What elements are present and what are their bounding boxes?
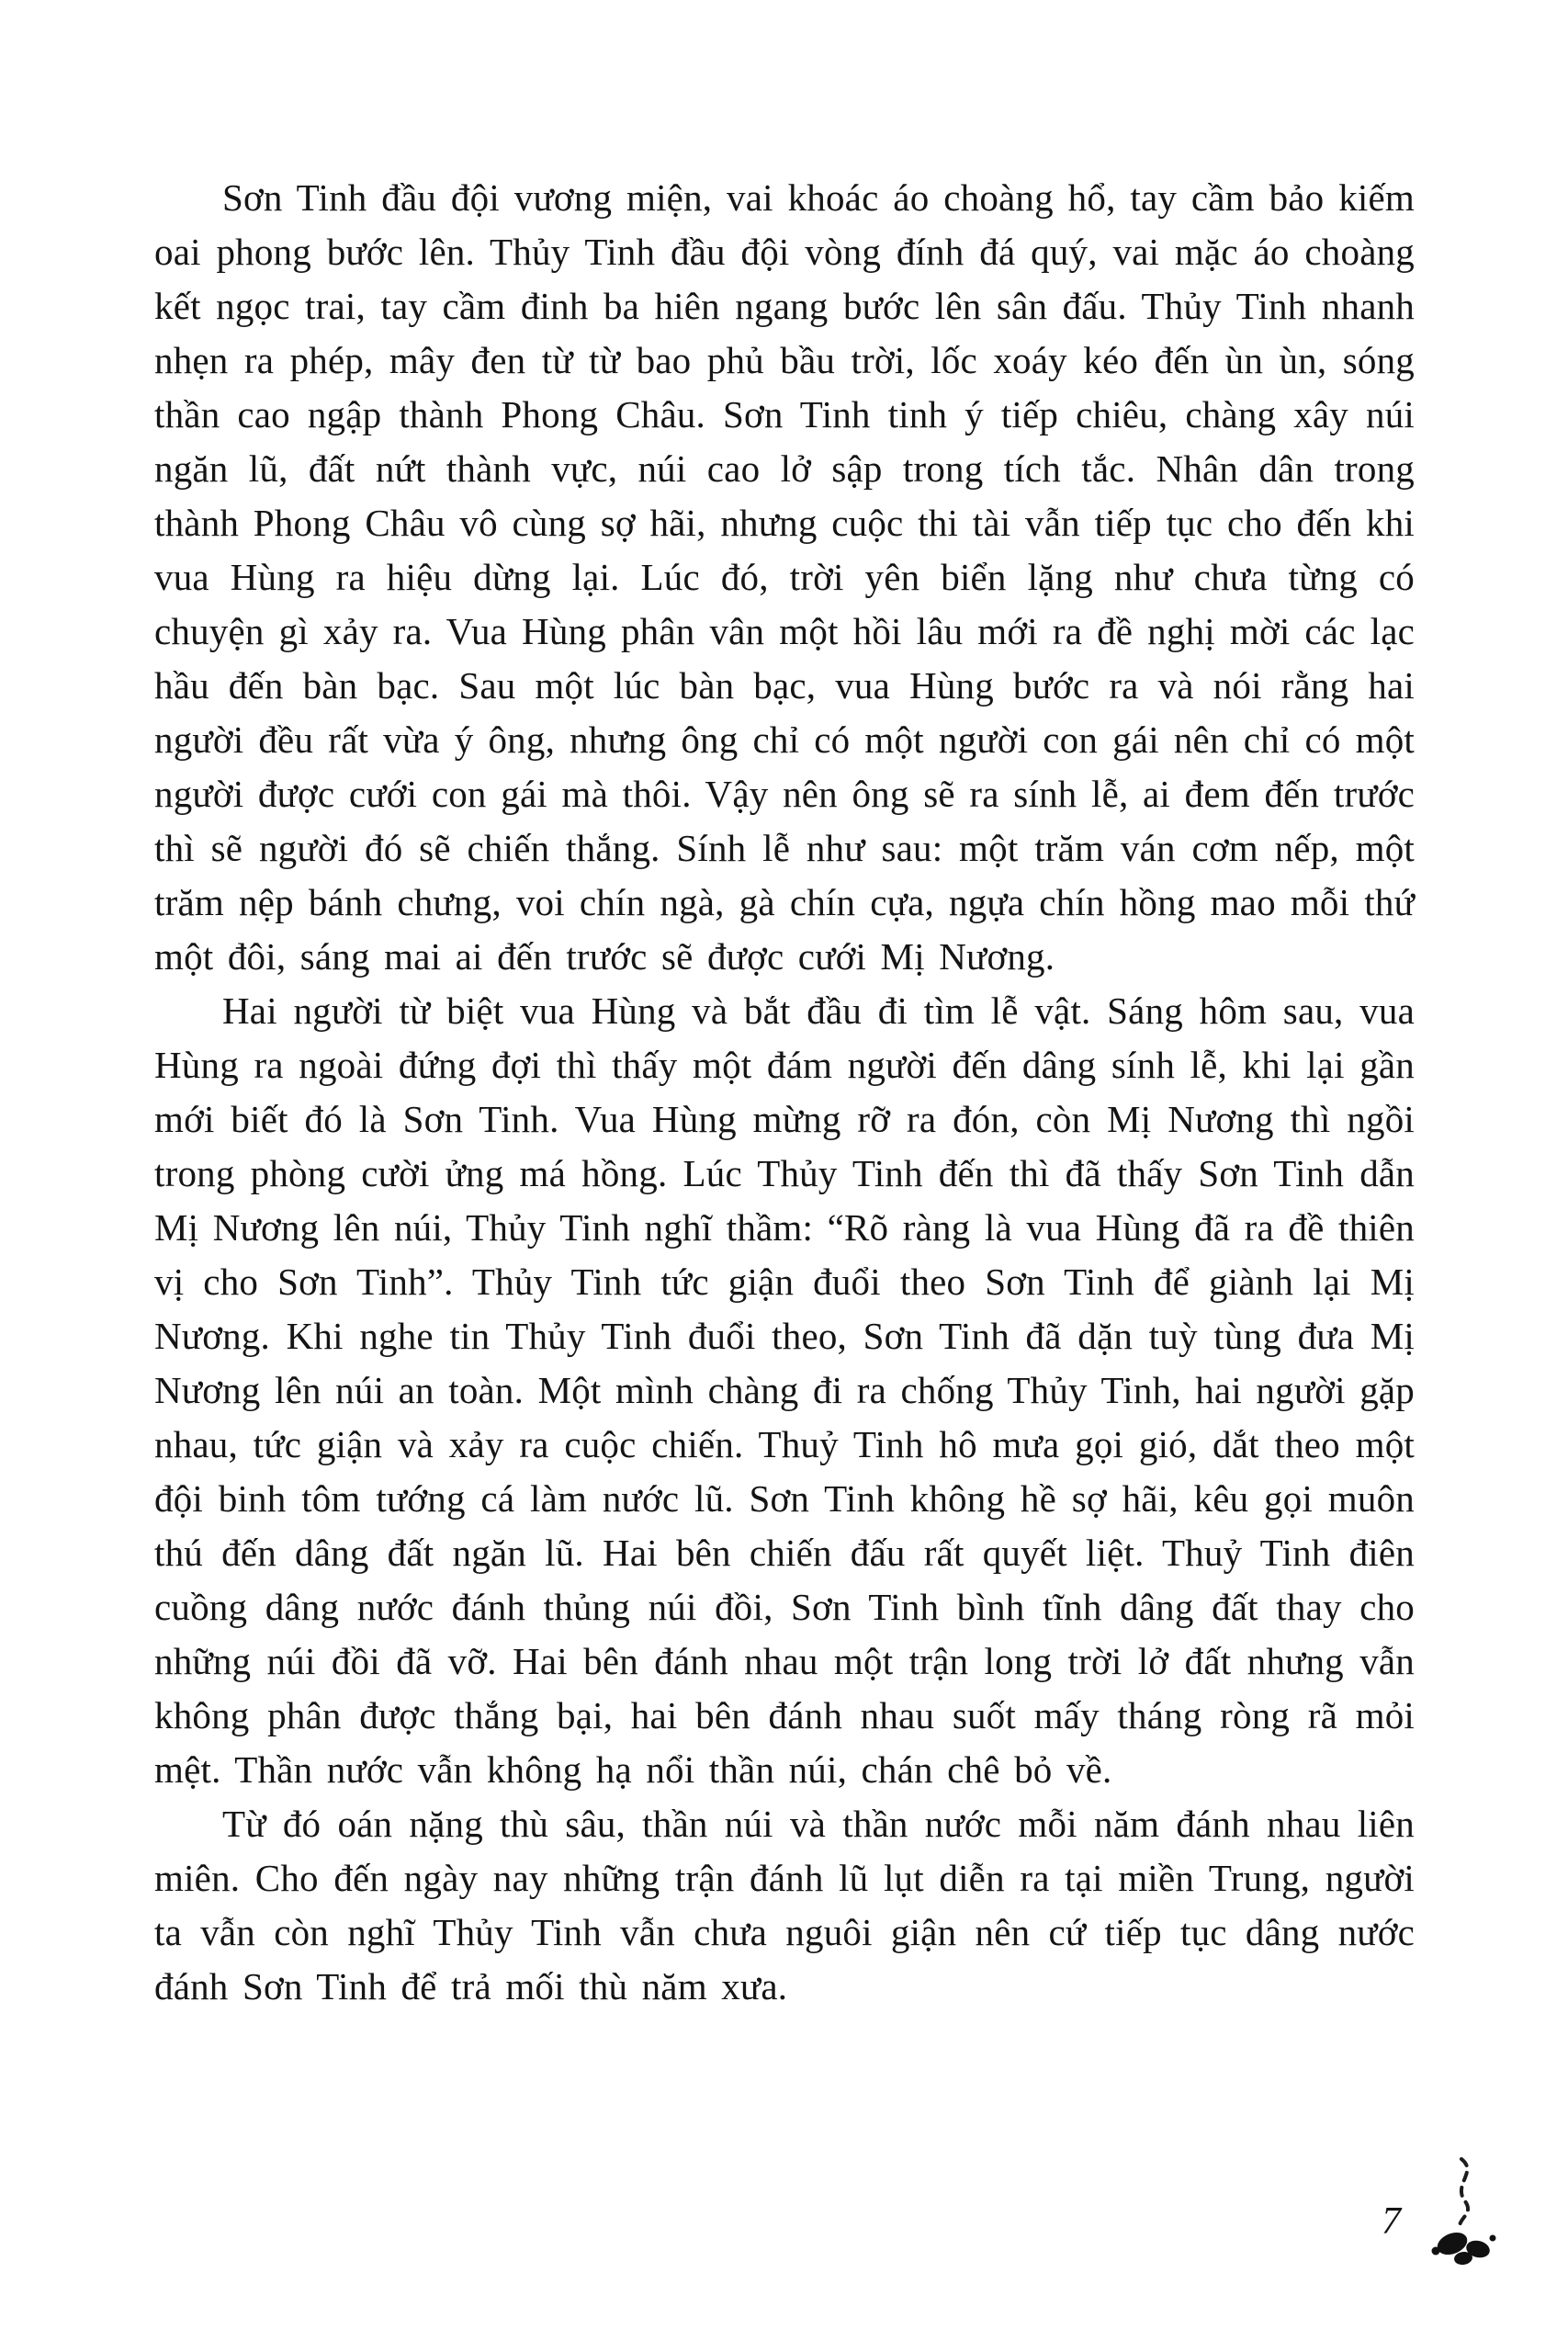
story-paragraph-1: Sơn Tinh đầu đội vương miện, vai khoác áo choàng hổ, tay cầm bảo kiếm oai phong bước lên. Thủy Tinh đầu đội vòng đính đá quý, vai mặc áo choàng kết ngọc trai, tay cầm đinh ba hiên ngang bước lên sân đấu. Thủy Tinh nhanh nhẹn ra phép, mây đen từ từ bao phủ bầu trời, lốc xoáy kéo đến ùn ùn, sóng thần cao ngập thành Phong Châu. Sơn Tinh tinh ý tiếp chiêu, chàng xây núi ngăn lũ, đất nứt thành vực, núi cao lở sập trong tích tắc. Nhân dân trong thành Phong Châu vô cùng sợ hãi, nhưng cuộc thi tài vẫn tiếp tục cho đến khi vua Hùng ra hiệu dừng lại. Lúc đó, trời yên biển lặng như chưa từng có chuyện gì xảy ra. Vua Hùng phân vân một hồi lâu mới ra đề nghị mời các lạc hầu đến bàn bạc. Sau một lúc bàn bạc, vua Hùng bước ra và nói rằng hai người đều rất vừa ý ông, nhưng ông chỉ có một người con gái nên chỉ có một người được cưới con gái mà thôi. Vậy nên ông sẽ ra sính lễ, ai đem đến trước thì sẽ người đó sẽ chiến thắng. Sính lễ như sau: một trăm ván cơm nếp, một trăm nệp bánh chưng, voi chín ngà, gà chín cựa, ngựa chín hồng mao mỗi thứ một đôi, sáng mai ai đến trước sẽ được cưới Mị Nương. — [154, 176, 1415, 978]
ant-trail-ornament-icon — [1404, 2154, 1515, 2273]
page-number: 7 — [1382, 2200, 1401, 2243]
story-paragraph-2: Hai người từ biệt vua Hùng và bắt đầu đi tìm lễ vật. Sáng hôm sau, vua Hùng ra ngoài đứng đợi thì thấy một đám người đến dâng sính lễ, khi lại gần mới biết đó là Sơn Tinh. Vua Hùng mừng rỡ ra đón, còn Mị Nương thì ngồi trong phòng cười ửng má hồng. Lúc Thủy Tinh đến thì đã thấy Sơn Tinh dẫn Mị Nương lên núi, Thủy Tinh nghĩ thầm: “Rõ ràng là vua Hùng đã ra đề thiên vị cho Sơn Tinh”. Thủy Tinh tức giận đuổi theo Sơn Tinh để giành lại Mị Nương. Khi nghe tin Thủy Tinh đuổi theo, Sơn Tinh đã dặn tuỳ tùng đưa Mị Nương lên núi an toàn. Một mình chàng đi ra chống Thủy Tinh, hai người gặp nhau, tức giận và xảy ra cuộc chiến. Thuỷ Tinh hô mưa gọi gió, dắt theo một đội binh tôm tướng cá làm nước lũ. Sơn Tinh không hề sợ hãi, kêu gọi muôn thú đến dâng đất ngăn lũ. Hai bên chiến đấu rất quyết liệt. Thuỷ Tinh điên cuồng dâng nước đánh thủng núi đồi, Sơn Tinh bình tĩnh dâng đất thay cho những núi đồi đã vỡ. Hai bên đánh nhau một trận long trời lở đất nhưng vẫn không phân được thắng bại, hai bên đánh nhau suốt mấy tháng ròng rã mỏi mệt. Thần nước vẫn không hạ nổi thần núi, chán chê bỏ về. — [154, 989, 1415, 1791]
story-paragraph-3: Từ đó oán nặng thù sâu, thần núi và thần nước mỗi năm đánh nhau liên miên. Cho đến ngày nay những trận đánh lũ lụt diễn ra tại miền Trung, người ta vẫn còn nghĩ Thủy Tinh vẫn chưa nguôi giận nên cứ tiếp tục dâng nước đánh Sơn Tinh để trả mối thù năm xưa. — [154, 1803, 1415, 2007]
story-text-block — [154, 171, 1415, 2014]
page-footer — [1329, 2150, 1531, 2278]
